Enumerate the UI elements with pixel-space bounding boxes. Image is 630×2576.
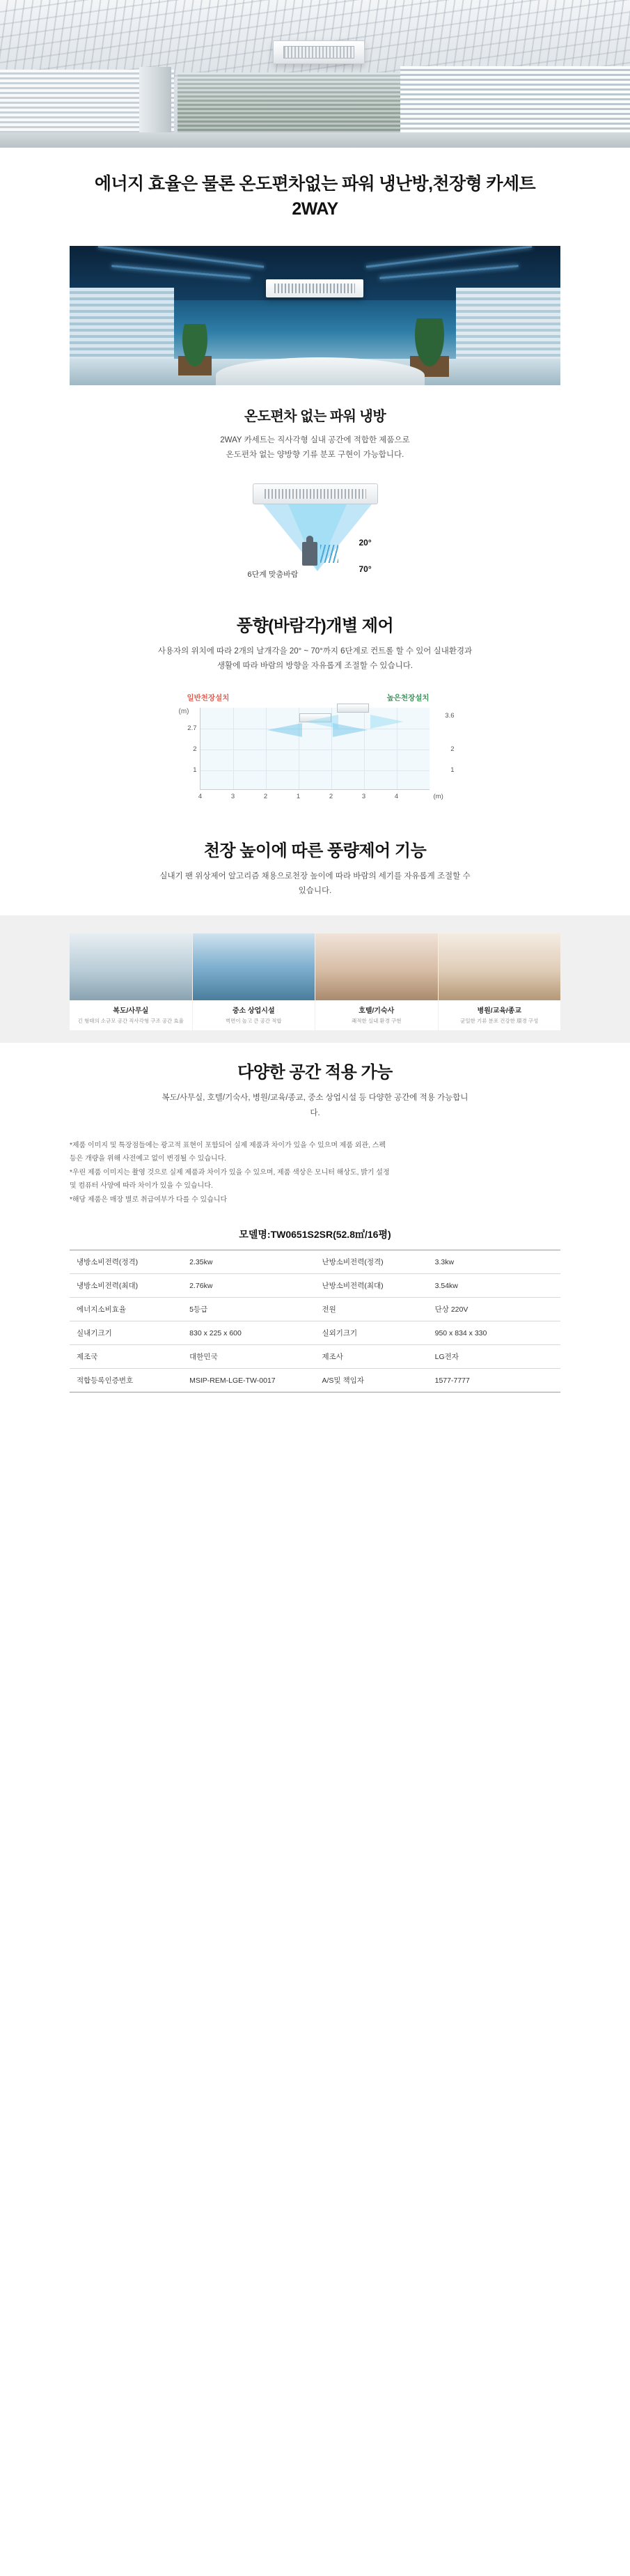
spec-value: 950 x 834 x 330 <box>428 1321 560 1345</box>
x-tick-0: 4 <box>198 792 203 800</box>
spec-value: 830 x 225 x 600 <box>182 1321 315 1345</box>
airflow-waves-icon <box>320 545 338 563</box>
x-tick-1: 3 <box>230 792 235 800</box>
desc-line-1: 2WAY 카세트는 직사각형 실내 공간에 적합한 제품으로 <box>220 435 410 444</box>
section-desc-chart <box>0 869 630 899</box>
desc-line-2: 있습니다. <box>298 886 332 895</box>
spec-table <box>70 1250 560 1392</box>
section-heading-airflow: 풍향(바람각)개별 제어 <box>236 616 394 636</box>
note-line-4: 및 컴퓨터 사양에 따라 차이가 있을 수 있습니다. <box>70 1182 213 1190</box>
meeting-room-photo <box>70 246 560 385</box>
gallery-item <box>439 933 561 1030</box>
page-title: 에너지 효율은 물론 온도편차없는 파워 냉난방,천장형 카세트 2WAY <box>94 174 536 219</box>
desc-line-2: 온도편차 없는 양방향 기류 분포 구현이 가능합니다. <box>226 450 404 459</box>
note-line-5: *해당 제품은 매장 별로 취급여부가 다를 수 있습니다 <box>70 1195 228 1204</box>
disclaimer-notes <box>70 1139 560 1207</box>
gallery-title: 복도/사무실 <box>113 1007 149 1016</box>
spec-key: 제조사 <box>315 1345 427 1369</box>
hospital-education-photo <box>439 933 561 1000</box>
section-heading-chart: 천장 높이에 따른 풍량제어 기능 <box>203 841 427 860</box>
gallery-title: 호텔/기숙사 <box>359 1007 395 1016</box>
floor <box>0 132 630 148</box>
legend-high-ceiling: 높은천장설치 <box>386 693 430 702</box>
x-tick-6: 4 <box>394 792 399 800</box>
spec-key: 실내기크기 <box>70 1321 182 1345</box>
table-row <box>70 1345 560 1369</box>
spec-key: 제조국 <box>70 1345 182 1369</box>
gallery-sub: 벽면이 높고 큰 공간 적합 <box>225 1018 282 1025</box>
note-line-1: *제품 이미지 및 특장점들에는 광고적 표현이 포함되어 실제 제품과 차이가 있을 수 있으며 제품 외관, 스펙 <box>70 1141 386 1149</box>
spec-value: MSIP-REM-LGE-TW-0017 <box>182 1369 315 1392</box>
gallery-item <box>193 933 315 1030</box>
y-tick-left-2: 1 <box>193 766 197 774</box>
y-tick-right-2: 1 <box>450 766 455 774</box>
airflow-left-high <box>305 715 338 729</box>
spec-value: 대한민국 <box>182 1345 315 1369</box>
spec-key: A/S및 책임자 <box>315 1369 427 1392</box>
ceiling-height-airflow-chart <box>169 692 462 821</box>
application-gallery-band <box>0 915 630 1043</box>
spec-value: LG전자 <box>428 1345 560 1369</box>
table-row <box>70 1369 560 1392</box>
hotel-dormitory-photo <box>315 933 438 1000</box>
section-heading-gallery: 다양한 공간 적용 가능 <box>237 1063 393 1083</box>
gallery-sub: 균일한 기류 분포 건강한 環경 구성 <box>460 1018 539 1025</box>
application-gallery <box>70 933 560 1030</box>
section-desc-power-cooling <box>0 433 630 463</box>
gallery-title: 병원/교육/종교 <box>477 1007 522 1016</box>
chart-unit-high <box>337 704 369 713</box>
spec-value: 3.54kw <box>428 1274 560 1298</box>
x-tick-5: 3 <box>361 792 366 800</box>
spec-value: 단상 220V <box>428 1298 560 1321</box>
section-desc-airflow <box>0 644 630 674</box>
y-tick-left-1: 2 <box>193 745 197 753</box>
airflow-right-high <box>370 715 404 729</box>
section-desc-gallery <box>0 1091 630 1121</box>
spec-key: 전원 <box>315 1298 427 1321</box>
ceiling-cassette-unit <box>273 40 365 64</box>
ceiling-cassette-unit <box>266 279 363 297</box>
model-name-title: 모델명:TW0651S2SR(52.8㎡/16평) <box>239 1229 391 1241</box>
angle-label-20: 20° <box>359 538 372 548</box>
note-line-2: 등은 개량을 위해 사전예고 없이 변경될 수 있습니다. <box>70 1155 227 1163</box>
x-tick-2: 2 <box>263 792 268 800</box>
desc-line-1: 복도/사무실, 호텔/기숙사, 병원/교육/종교, 중소 상업시설 등 다양한 공간에 적용 가능합니 <box>162 1094 468 1103</box>
spec-value: 2.76kw <box>182 1274 315 1298</box>
legend-normal-ceiling: 일반천장설치 <box>187 693 230 702</box>
airflow-angle-diagram <box>166 478 465 596</box>
angle-label-70: 70° <box>359 564 372 575</box>
desc-line-2: 생활에 따라 바람의 방향을 자유롭게 조절할 수 있습니다. <box>216 662 414 671</box>
table-row <box>70 1250 560 1274</box>
y-tick-left-0: 2.7 <box>187 724 197 732</box>
airflow-caption: 6단계 맞춤바람 <box>247 571 299 580</box>
y-axis-unit: (m) <box>178 707 189 715</box>
x-tick-3: 1 <box>296 792 301 800</box>
table-row <box>70 1321 560 1345</box>
gallery-sub: 긴 형태의 소규모 공간 직사각형 구조 공간 효율 <box>77 1018 184 1025</box>
person-icon <box>302 542 317 566</box>
spec-value: 3.3kw <box>428 1250 560 1274</box>
gallery-caption <box>70 1000 192 1030</box>
gallery-item <box>315 933 438 1030</box>
gallery-sub: 쾌적한 실내 환경 구현 <box>352 1018 402 1025</box>
y-tick-right-1: 2 <box>450 745 455 753</box>
x-tick-4: 2 <box>329 792 333 800</box>
spec-key: 적합등록인증번호 <box>70 1369 182 1392</box>
desc-line-1: 사용자의 위치에 따라 2개의 날개각을 20° ~ 70°까지 6단계로 컨트롤 할 수 있어 실내환경과 <box>157 647 473 656</box>
gallery-caption <box>193 1000 315 1030</box>
hero-ceiling-cassette-photo <box>0 0 630 148</box>
table-row <box>70 1274 560 1298</box>
spec-key: 에너지소비효율 <box>70 1298 182 1321</box>
gallery-item <box>70 933 192 1030</box>
gallery-title: 중소 상업시설 <box>232 1007 275 1016</box>
spec-value: 2.35kw <box>182 1250 315 1274</box>
desc-line-1: 실내기 팬 위상제어 알고리즘 채용으로천장 높이에 따라 바람의 세기를 자유롭게 조절할 수 <box>159 871 471 880</box>
y-tick-right-0: 3.6 <box>445 711 455 720</box>
spec-key: 실외기크기 <box>315 1321 427 1345</box>
plant-left <box>178 324 212 375</box>
diagram-unit <box>253 483 378 504</box>
table-row <box>70 1298 560 1321</box>
desc-line-2: 다. <box>310 1108 320 1117</box>
spec-value: 5등급 <box>182 1298 315 1321</box>
x-axis-unit: (m) <box>433 792 443 800</box>
gallery-caption <box>439 1000 561 1030</box>
spec-value: 1577-7777 <box>428 1369 560 1392</box>
airflow-left-normal <box>267 723 302 737</box>
unit-grille <box>283 46 354 59</box>
gallery-caption <box>315 1000 438 1030</box>
headline-block <box>0 148 630 243</box>
note-line-3: *우린 제품 이미지는 촬영 것으로 실제 제품과 차이가 있을 수 있으며, 제품 색상은 모니터 해상도, 밝기 설정 <box>70 1168 390 1177</box>
spec-key: 냉방소비전력(최대) <box>70 1274 182 1298</box>
spec-key: 난방소비전력(정격) <box>315 1250 427 1274</box>
section-heading-power-cooling: 온도편차 없는 파워 냉방 <box>244 408 386 424</box>
corridor-office-photo <box>70 933 192 1000</box>
spec-key: 냉방소비전력(정격) <box>70 1250 182 1274</box>
spec-section <box>70 1227 560 1392</box>
chart-plot-area <box>200 708 430 790</box>
small-commercial-photo <box>193 933 315 1000</box>
spec-key: 난방소비전력(최대) <box>315 1274 427 1298</box>
